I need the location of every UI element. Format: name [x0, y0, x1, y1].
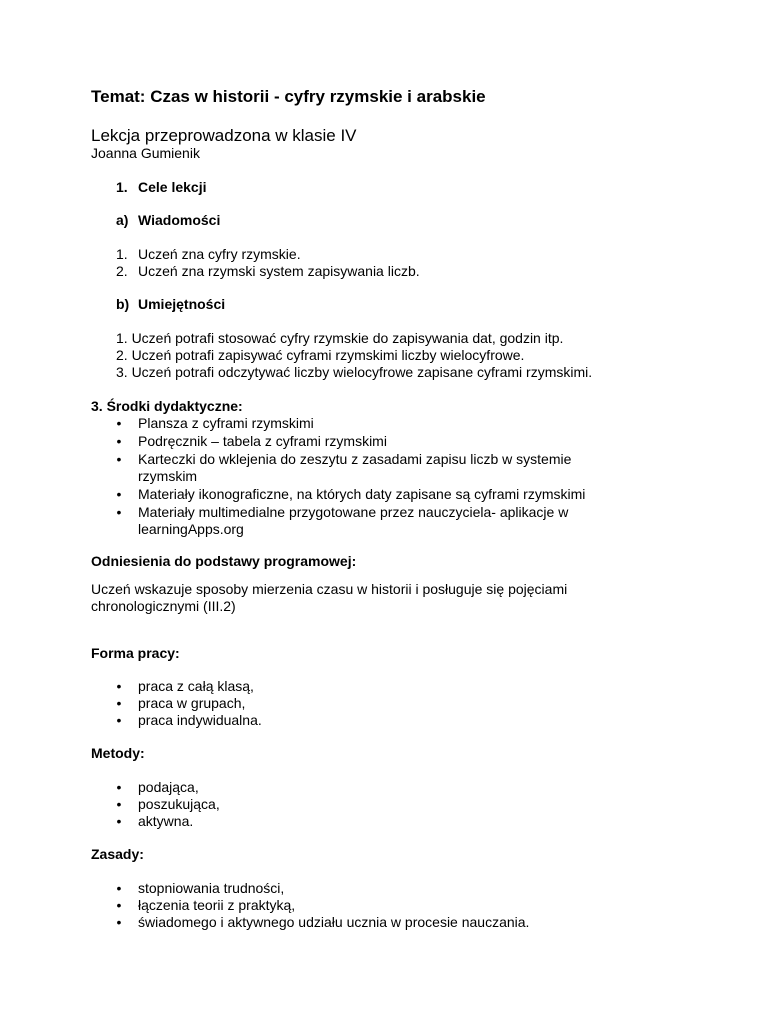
- section3-heading: 3. Środki dydaktyczne:: [91, 398, 243, 414]
- list-item: Plansza z cyframi rzymskimi: [138, 415, 314, 431]
- list-item-number: 1.: [116, 246, 128, 262]
- list-item: praca z całą klasą,: [138, 678, 254, 694]
- bullet-icon: [115, 451, 123, 468]
- list-item: 2. Uczeń potrafi zapisywać cyframi rzymskimi liczby wielocyfrowe.: [116, 347, 525, 363]
- list-item: Uczeń zna rzymski system zapisywania liczb.: [138, 263, 420, 279]
- section1-number: 1.: [116, 179, 128, 195]
- list-item: podająca,: [138, 779, 199, 795]
- bullet-icon: [115, 779, 123, 796]
- bullet-icon: [115, 678, 123, 695]
- section-a-heading: Wiadomości: [138, 212, 221, 228]
- metody-heading: Metody:: [91, 745, 145, 761]
- lesson-line: Lekcja przeprowadzona w klasie IV: [91, 126, 357, 145]
- bullet-icon: [115, 433, 123, 450]
- bullet-icon: [115, 813, 123, 830]
- list-item: Materiały ikonograficzne, na których daty zapisane są cyframi rzymskimi: [138, 486, 586, 502]
- list-item: praca indywidualna.: [138, 712, 262, 728]
- list-item: Uczeń zna cyfry rzymskie.: [138, 246, 301, 262]
- section-a-label: a): [116, 212, 129, 228]
- section-b-heading: Umiejętności: [138, 296, 226, 312]
- list-item: 3. Uczeń potrafi odczytywać liczby wielocyfrowe zapisane cyframi rzymskimi.: [116, 364, 593, 380]
- bullet-icon: [115, 796, 123, 813]
- list-item: aktywna.: [138, 813, 194, 829]
- list-item: Materiały multimedialne przygotowane przez nauczyciela- aplikacje w learningApps.org: [138, 504, 569, 537]
- bullet-icon: [115, 914, 123, 931]
- bullet-icon: [115, 486, 123, 503]
- list-item: 1. Uczeń potrafi stosować cyfry rzymskie do zapisywania dat, godzin itp.: [116, 330, 564, 346]
- zasady-heading: Zasady:: [91, 846, 144, 862]
- list-item: poszukująca,: [138, 796, 220, 812]
- section-b-label: b): [116, 296, 130, 312]
- section1-heading: Cele lekcji: [138, 179, 207, 195]
- list-item: łączenia teorii z praktyką,: [138, 897, 296, 913]
- bullet-icon: [115, 415, 123, 432]
- list-item: stopniowania trudności,: [138, 880, 285, 896]
- document-title: Temat: Czas w historii - cyfry rzymskie i arabskie: [91, 87, 486, 106]
- podstawa-heading: Odniesienia do podstawy programowej:: [91, 553, 357, 569]
- author-name: Joanna Gumienik: [91, 145, 200, 161]
- list-item: świadomego i aktywnego udziału ucznia w procesie nauczania.: [138, 914, 530, 930]
- bullet-icon: [115, 897, 123, 914]
- list-item: Karteczki do wklejenia do zeszytu z zasadami zapisu liczb w systemie rzymskim: [138, 451, 572, 484]
- podstawa-text: Uczeń wskazuje sposoby mierzenia czasu w historii i posługuje się pojęciami chronologicznymi (III.2): [91, 581, 568, 614]
- list-item: praca w grupach,: [138, 695, 246, 711]
- list-item-number: 2.: [116, 263, 128, 279]
- list-item: Podręcznik – tabela z cyframi rzymskimi: [138, 433, 387, 449]
- bullet-icon: [115, 504, 123, 521]
- bullet-icon: [115, 695, 123, 712]
- bullet-icon: [115, 880, 123, 897]
- bullet-icon: [115, 712, 123, 729]
- forma-heading: Forma pracy:: [91, 645, 180, 661]
